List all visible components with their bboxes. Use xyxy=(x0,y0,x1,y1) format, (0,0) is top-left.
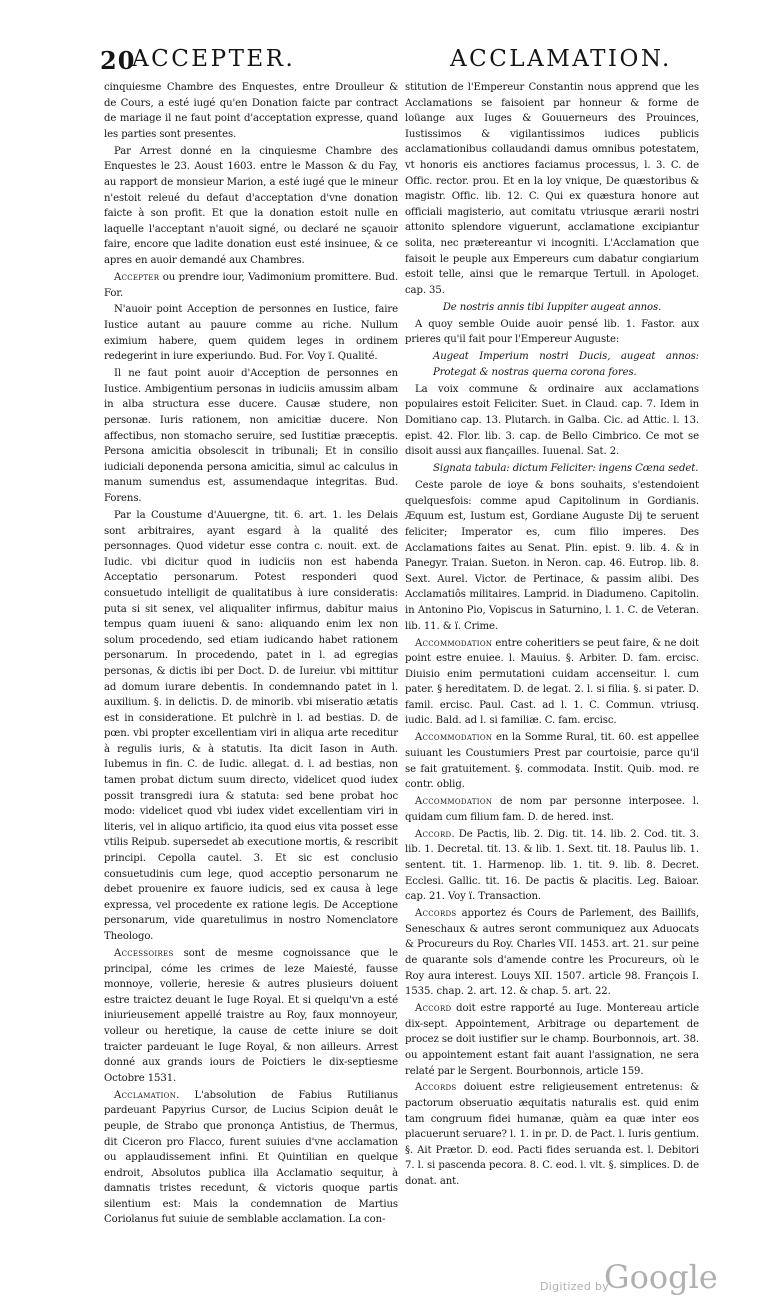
paragraph-text: doit estre rapporté au Iuge. Montereau article dix-sept. Appointement, Arbitrage ou departement de procez se doit iustifier sur le champ. Bourbonnois, art. 38. ou appointement estant fait auant l'assignation, ne sera relaté par le Sergent. Bourbonnois, article 159. xyxy=(405,1003,699,1077)
paragraph-text: entre coheritiers se peut faire, & ne doit point estre enuiee. l. Mauius. §. Arbiter. D. fam. ercisc. Diuisio enim permutationi cuidam accenseitur. l. cum pater. § hereditatem. D. de legat. 2. l. si filia. §. si pater. D. famil. ercisc. Paul. Cast. ad l. 1. C. Commun. vtriusq. iudic. Bald. ad l. si familiæ. C. fam. ercisc. xyxy=(405,637,699,727)
paragraph-text: ou prendre iour, Vadimonium promittere. Bud. For. xyxy=(104,271,398,299)
entry-headword: Accommodation xyxy=(415,637,493,649)
entry-headword: Acclamation xyxy=(114,1089,177,1101)
google-logo: Google xyxy=(604,1258,718,1296)
entry-headword: Accord xyxy=(415,1003,452,1015)
paragraph-text: De nostris annis tibi Iuppiter augeat annos. xyxy=(442,301,662,313)
left-column xyxy=(104,80,398,1229)
paragraph xyxy=(104,144,398,269)
paragraph-text: stitution de l'Empereur Constantin nous apprend que les Acclamations se faisoient par honneur & forme de loüange aux Iuges & Gouuerneurs des Prouinces, Iustissimos & vigilantissimos iudices publicis acclamationibus collaudandi damus omnibus potestatem, vt honoris eis anctiores faciamus processus, l. 3. C. de Offic. rector. prou. Et en la loy vnique, De quæstoribus & magistr. Offic. lib. 12. C. Qui ex quæstura honore aut officiali magisterio, aut comitatu vtriusque ærarii nostri attonito splendore viguerunt, acclamatione excipiantur solita, nec prætereantur vi incogniti. L'Acclamation que faisoit le peuple aux Empereurs cum dabatur congiarium estoit telle, ainsi que le remarque Tertull. in Apologet. cap. 35. xyxy=(405,82,699,296)
paragraph xyxy=(104,80,398,142)
paragraph xyxy=(104,366,398,506)
right-running-head: ACCLAMATION. xyxy=(450,46,672,72)
paragraph-text: Ceste parole de ioye & bons souhaits, s'estendoient quelquesfois: comme apud Capitolinum in Gordianis. Æquum est, Iustum est, Gordiane Auguste Dij te seruent feliciter; Imperator es, cum filio imperes. Des Acclamations faites au Senat. Plin. epist. 9. lib. 4. & in Panegyr. Traian. Sueton. in Neron. cap. 46. Eutrop. lib. 8. Sext. Aurel. Victor. de Pertinace, & passim alibi. Des Acclamatiôs militaires. Lamprid. in Diadumeno. Capitolin. in Antonino Pio, Vopiscus in Saturnino, l. 1. C. de Veteran. lib. 11. & ï. Crime. xyxy=(405,480,699,632)
page-header xyxy=(100,40,700,80)
paragraph xyxy=(104,946,398,1086)
paragraph-text: Augeat Imperium nostri Ducis, augeat annos: Protegat & nostras querna corona fores. xyxy=(433,351,699,378)
right-column xyxy=(405,80,699,1191)
paragraph xyxy=(104,270,398,301)
entry-headword: Accommodation xyxy=(415,796,493,808)
entry-headword: Accords xyxy=(415,908,457,920)
entry-headword: Accessoires xyxy=(114,948,174,959)
paragraph-text: N'auoir point Acception de personnes en Iustice, faire Iustice autant au pauure comme au riche. Nullum eximium habere, quem quidem leges in ordinem redegerint in iure experiundo. Bud. For. Voy ï. Qualité. xyxy=(104,304,398,363)
digitized-by-label: Digitized by xyxy=(540,1280,610,1293)
paragraph-text: apportez és Cours de Parlement, des Baillifs, Seneschaux & autres seront communiquez aux Aduocats & Procureurs du Roy. Charles VII. 1453. art. 21. sur peine de quarante sols d'amende contre les Procureurs, où le Roy aura interest. Louys XII. 1507. article 98. François I. 1535. chap. 2. art. 12. & chap. 5. art. 22. xyxy=(405,908,699,998)
paragraph-text: La voix commune & ordinaire aux acclamations populaires estoit Feliciter. Suet. in Claud. cap. 7. Idem in Domitiano cap. 13. Plutarch. in Galba. Cic. ad Attic. l. 13. epist. 42. Flor. lib. 3. cap. de Bello Cimbrico. Ce mot se disoit aussi aux fiançailles. Iuuenal. Sat. 2. xyxy=(405,383,699,458)
entry-headword: Accommodation xyxy=(415,732,493,744)
paragraph xyxy=(405,636,699,730)
entry-headword: Accepter xyxy=(114,271,160,283)
paragraph-text: doiuent estre religieusement entretenus: & pactorum obseruatio æquitatis naturalis est. quid enim tam congruum fidei humanæ, quàm ea quæ inter eos placuerunt seruare? l. 1. in pr. D. de Pact. l. Iuris gentium. §. Ait Prætor. D. eod. Pacti fides seruanda est. l. Debitori 7. l. si pascenda pecora. 8. C. eod. l. vlt. §. simplices. D. de donat. ant. xyxy=(405,1082,699,1188)
paragraph xyxy=(405,349,699,380)
page-number: 20 xyxy=(100,46,136,75)
paragraph-text: Il ne faut point auoir d'Acception de personnes en Iustice. Ambigentium personas in iudiciis amussim albam in alba structura esse ducere. Causæ studere, non personæ. Iuris rationem, non amicitiæ ducere. Non affectibus, non stomacho seruire, sed Iustitiæ præceptis. Persona amicitia obsolescit in tribunali; Et in consilio iudiciali deponenda persona amicitia, simul ac calculus in manum sumendus est, assumendaque integritas. Bud. Forens. xyxy=(104,368,398,504)
paragraph xyxy=(405,794,699,825)
paragraph xyxy=(405,827,699,905)
paragraph xyxy=(405,1080,699,1189)
paragraph-text: cinquiesme Chambre des Enquestes, entre Droulleur & de Cours, a esté iugé qu'en Donation faicte par contract de mariage il ne faut point d'acceptation expresse, quand les parties sont presentes. xyxy=(104,82,398,140)
paragraph xyxy=(405,382,699,460)
paragraph-text: . De Pactis, lib. 2. Dig. tit. 14. lib. 2. Cod. tit. 3. lib. 1. Decretal. tit. 13. & lib. 1. Sext. tit. 18. Paulus lib. 1. sentent. tit. 1. Harmenop. lib. 1. tit. 9. lib. 8. Decret. Ecclesi. Gallic. tit. 16. De pactis & placitis. Leg. Baioar. cap. 21. Voy ï. Transaction. xyxy=(405,828,699,903)
paragraph xyxy=(104,508,398,945)
paragraph-text: Par Arrest donné en la cinquiesme Chambre des Enquestes le 23. Aoust 1603. entre le Masson & du Fay, au rapport de monsieur Marion, a esté iugé que le mineur n'estoit releué du defaut d'acceptation d'vne donation faicte à son profit. Et que la donation estoit nulle en laquelle l'acceptant n'auoit signé, ou declaré ne sçauoir faire, encore que ladite donation eust esté insinuee, & ce apres en auoir demandé aux Chambres. xyxy=(104,145,398,266)
paragraph-text: . L'absolution de Fabius Rutilianus pardeuant Papyrius Cursor, de Lucius Scipion deuât le peuple, de Strabo que prononça Antistius, de Thermus, dit Ciceron pro Flacco, furent suiuies d'vne acclamation ou applaudissement infini. Et Quintilian en quelque endroit, Absolutos publica illa Acclamatio sequitur, à damnatis tristes recedunt, & victoris quoque partis silentium est: Mais la condemnation de Martius Coriolanus fut suiuie de semblable acclamation. La con- xyxy=(104,1089,398,1226)
paragraph-text: de nom par personne interposee. l. quidam cum filium fam. D. de hered. inst. xyxy=(405,796,699,823)
paragraph xyxy=(405,906,699,1000)
paragraph-text: en la Somme Rural, tit. 60. est appellee suiuant les Coustumiers Prest par courtoisie, parce qu'il se fait gratuitement. §. commodata. Instit. Quib. mod. re contr. oblig. xyxy=(405,732,699,791)
paragraph xyxy=(405,1001,699,1079)
paragraph xyxy=(405,317,699,348)
paragraph xyxy=(405,461,699,477)
paragraph xyxy=(405,300,699,316)
paragraph xyxy=(405,80,699,298)
paragraph-text: sont de mesme cognoissance que le principal, cóme les crimes de leze Maiesté, fausse monnoye, vollerie, heresie & autres plusieurs doiuent estre traictez deuant le Iuge Royal. Et si quelqu'vn a esté iniurieusement appellé traistre au Roy, faux monnoyeur, volleur ou heretique, la cause de cette iniure se doit traicter pardeuant le Iuge Royal, & non ailleurs. Arrest donné aux grands iours de Poictiers le dix-septiesme Octobre 1531. xyxy=(104,948,398,1084)
paragraph xyxy=(405,730,699,792)
google-watermark xyxy=(540,1258,770,1302)
paragraph xyxy=(104,1088,398,1228)
paragraph-text: A quoy semble Ouide auoir pensé lib. 1. Fastor. aux prieres qu'il fait pour l'Empereur Auguste: xyxy=(405,318,699,346)
left-running-head: ACCEPTER. xyxy=(132,46,296,72)
entry-headword: Accords xyxy=(415,1082,457,1094)
paragraph xyxy=(104,302,398,364)
paragraph xyxy=(405,478,699,634)
entry-headword: Accord xyxy=(415,828,452,840)
paragraph-text: Par la Coustume d'Auuergne, tit. 6. art. 1. les Delais sont arbitraires, ayant esgard à la qualité des personnages. Quod videtur esse contra c. nouit. ext. de Iudic. vbi dicitur quod in iudiciis non est habenda Acceptatio personarum. Potest responderi quod consuetudo intelligit de qualitatibus à iure consideratis: puta si sit senex, vel aliqualiter infirmus, dabitur maius tempus quam iuueni & sano: aliquando enim lex non solum procedendo, sed etiam iudicando habet rationem personarum. In procedendo, patet in l. ad egregias personas, & dictis ibi per Doct. D. de Iureiur. vbi mittitur ad domum iurare debentis. In condemnando patet in l. auxilium. §. in delictis. D. de minorib. vbi miseratio ætatis est in consideratione. Et pulchrè in l. ad bestias. D. de pœn. vbi propter excellentiam viri in aliqua arte receditur à regulis iuris, & à statutis. Ita dicit Iason in Auth. Iubemus in fin. C. de Iudic. allegat. d. l. ad bestias, non tamen probat dictum suum directo, videlicet quod iudex possit transgredi iura & statuta: sed bene probat hoc modo: videlicet quod vbi iudex videt excellentiam viri in literis, vel in aliquo artificio, ita quod eius vita posset esse vtilis Reipub. supersedet ab executione mortis, & rescribit principi. Cepolla cautel. 3. Et sic est conclusio consuetudinis cum lege, quod acceptio personarum ne debet prouenire ex fauore iudicis, sed ex causa à lege expressa, vel procedente ex ratione legis. De Acceptione personarum, vide quaretulimus in nostro Nomenclatore Theologo. xyxy=(104,509,398,943)
paragraph-text: Signata tabula: dictum Feliciter: ingens Cœna sedet. xyxy=(433,463,699,475)
